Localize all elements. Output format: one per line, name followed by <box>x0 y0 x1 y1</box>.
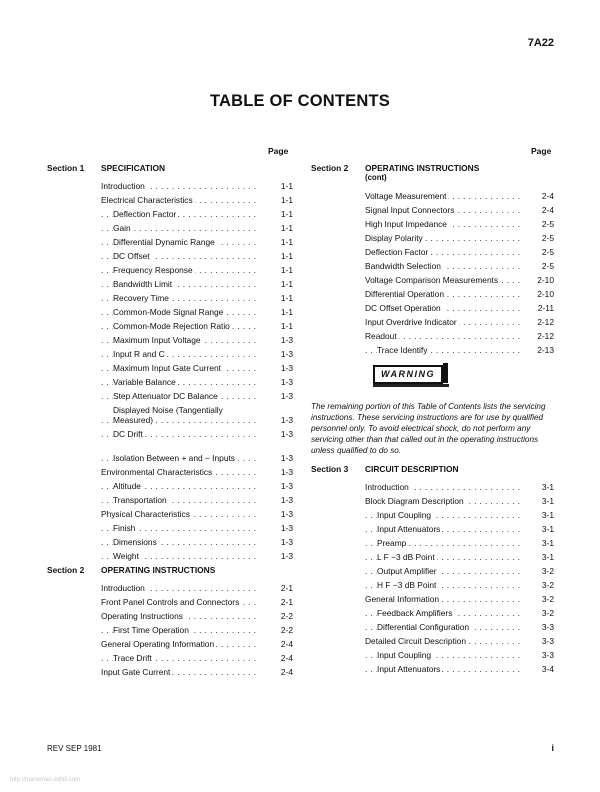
toc-entry-page: 2-1 <box>280 597 293 607</box>
toc-entry-title: Bandwidth Limit <box>113 279 173 289</box>
toc-entry-title: Input Coupling <box>377 650 432 660</box>
toc-entry-title: Common-Mode Rejection Ratio <box>113 321 230 331</box>
toc-entry <box>365 660 554 674</box>
toc-entry-page: 2-11 <box>537 303 554 313</box>
toc-entry-page: 1-1 <box>280 293 293 303</box>
toc-entry-title: Introduction <box>101 583 145 593</box>
toc-entry-page: 2-1 <box>280 583 293 593</box>
toc-entry <box>101 233 293 247</box>
toc-entry-page: 1-1 <box>280 307 293 317</box>
toc-entry-page: 3-2 <box>541 594 554 604</box>
toc-entry-page: 2-4 <box>280 667 293 677</box>
section-title: OPERATING INSTRUCTIONS <box>365 163 480 173</box>
toc-entry-title: Block Diagram Description <box>365 496 464 506</box>
page-title: TABLE OF CONTENTS <box>209 92 390 110</box>
toc-entry-page: 1-3 <box>280 349 293 359</box>
toc-entry <box>101 303 293 317</box>
toc-entry <box>365 632 554 646</box>
page-column-header-left: Page <box>268 146 289 156</box>
toc-entry <box>101 387 293 401</box>
toc-entry <box>365 492 554 506</box>
toc-entry <box>101 289 293 303</box>
toc-entry <box>101 261 293 275</box>
toc-entry <box>101 191 293 205</box>
toc-entry-title: Input Coupling <box>377 510 432 520</box>
section-label: Section 2 <box>47 565 85 575</box>
toc-entry-page: 1-3 <box>280 377 293 387</box>
toc-entry-title: Input Gate Current <box>101 667 171 677</box>
toc-entry-title: General Information <box>365 594 440 604</box>
toc-entry-page: 3-3 <box>541 636 554 646</box>
toc-entry-title: Displayed Noise (Tangentially Measured) <box>113 405 223 425</box>
toc-entry <box>365 257 554 271</box>
toc-entry <box>365 201 554 215</box>
toc-entry-page: 1-3 <box>280 429 293 439</box>
toc-entry <box>365 646 554 660</box>
section-title: SPECIFICATION <box>101 163 166 173</box>
toc-entry <box>101 607 293 621</box>
toc-entry-page: 2-4 <box>280 639 293 649</box>
toc-entry-page: 3-4 <box>541 664 554 674</box>
toc-entry <box>365 590 554 604</box>
toc-entry-page: 3-3 <box>541 622 554 632</box>
toc-entry-title: Differential Configuration <box>377 622 470 632</box>
toc-entry-title: Input Attenuators <box>377 664 441 674</box>
toc-entry-title: Altitude <box>113 481 141 491</box>
toc-entry-title: DC Offset <box>113 251 150 261</box>
toc-entry <box>365 534 554 548</box>
toc-entry <box>101 463 293 477</box>
toc-entry <box>101 439 293 463</box>
toc-entry-page: 2-4 <box>541 205 554 215</box>
toc-entry-page: 3-1 <box>541 538 554 548</box>
warning-text: The remaining portion of this Table of Contents lists the servicing instructions. These servicing instructions are for use by qualified personnel only. To avoid electrical shock, do not perform any servicing other than that called out in the operating instructions unless qualified to do so. <box>311 402 546 455</box>
toc-entry-page: 1-1 <box>280 251 293 261</box>
toc-entry-page: 1-3 <box>280 537 293 547</box>
toc-entry-page: 3-1 <box>541 524 554 534</box>
toc-entry-page: 2-10 <box>537 275 554 285</box>
toc-entry <box>365 243 554 257</box>
section-subtitle: (cont) <box>365 173 387 182</box>
toc-entry <box>101 317 293 331</box>
toc-entry-title: Step Attenuator DC Balance <box>113 391 218 401</box>
toc-entry-title: Voltage Measurement <box>365 191 447 201</box>
toc-entry-title: Differential Operation <box>365 289 444 299</box>
warning-box-shadow <box>443 363 448 383</box>
section-label: Section 1 <box>47 163 85 173</box>
toc-entry-page: 2-5 <box>541 219 554 229</box>
warning-label: WARNING <box>373 365 443 384</box>
toc-entry-page: 1-3 <box>280 453 293 463</box>
toc-entry-page: 2-12 <box>537 317 554 327</box>
toc-entry-title: L F −3 dB Point <box>377 552 435 562</box>
toc-entry-page: 1-3 <box>280 391 293 401</box>
toc-entry <box>101 663 293 677</box>
toc-entry <box>101 373 293 387</box>
toc-entry-page: 1-1 <box>280 237 293 247</box>
toc-entry-title: Gain <box>113 223 131 233</box>
toc-entry <box>365 548 554 562</box>
toc-entry-title: Environmental Characteristics <box>101 467 213 477</box>
toc-entry-title: Finish <box>113 523 136 533</box>
toc-entry <box>365 576 554 590</box>
toc-entry <box>101 219 293 233</box>
toc-section-2 <box>47 565 293 677</box>
toc-entry-page: 2-2 <box>280 625 293 635</box>
toc-entry-title: Introduction <box>365 482 409 492</box>
toc-entry-title: Weight <box>113 551 139 561</box>
toc-entry <box>101 425 293 439</box>
toc-entry-title: Voltage Comparison Measurements <box>365 275 499 285</box>
toc-entry <box>365 520 554 534</box>
toc-section-3 <box>311 464 554 674</box>
toc-entry-page: 2-4 <box>541 191 554 201</box>
toc-entry <box>365 187 554 201</box>
toc-entry-page: 3-1 <box>541 510 554 520</box>
toc-entry <box>101 275 293 289</box>
toc-entry <box>101 505 293 519</box>
toc-entry-page: 1-1 <box>280 279 293 289</box>
toc-entry-title: Frequency Response <box>113 265 193 275</box>
toc-entry-title: DC Offset Operation <box>365 303 441 313</box>
toc-entry-page: 1-3 <box>280 551 293 561</box>
toc-entry <box>101 345 293 359</box>
warning-callout <box>311 355 554 401</box>
toc-entry <box>101 649 293 663</box>
toc-entry <box>101 205 293 219</box>
toc-entry <box>101 547 293 561</box>
toc-entry-title: Transportation <box>113 495 167 505</box>
toc-entry <box>101 533 293 547</box>
toc-column-right <box>311 163 554 674</box>
toc-entry-page: 2-5 <box>541 233 554 243</box>
toc-entry <box>101 401 293 425</box>
toc-entry-title: Trace Drift <box>113 653 152 663</box>
toc-entry-page: 3-1 <box>541 496 554 506</box>
toc-entry-page: 1-3 <box>280 509 293 519</box>
toc-entry <box>101 247 293 261</box>
toc-entry-page: 1-1 <box>280 265 293 275</box>
toc-entry-page: 1-3 <box>280 523 293 533</box>
toc-entry-title: Display Polarity <box>365 233 423 243</box>
toc-entry <box>365 313 554 327</box>
toc-entry-title: Bandwidth Selection <box>365 261 441 271</box>
toc-entry-page: 1-1 <box>280 321 293 331</box>
toc-entry-title: Isolation Between + and − Inputs <box>113 453 235 463</box>
toc-entry-page: 1-3 <box>280 481 293 491</box>
toc-entry-title: Physical Characteristics <box>101 509 190 519</box>
toc-entry-title: Dimensions <box>113 537 157 547</box>
toc-entry-page: 1-3 <box>280 467 293 477</box>
toc-entry <box>365 299 554 313</box>
toc-entry-title: Operating Instructions <box>101 611 183 621</box>
toc-entry-page: 1-1 <box>280 195 293 205</box>
toc-entry-title: Introduction <box>101 181 145 191</box>
toc-entry <box>365 229 554 243</box>
toc-entry-page: 2-4 <box>280 653 293 663</box>
page-number: i <box>551 743 554 753</box>
toc-entry-title: Input Overdrive Indicator <box>365 317 457 327</box>
toc-entry-title: Detailed Circuit Description <box>365 636 467 646</box>
section-label: Section 2 <box>311 163 349 173</box>
toc-entry-title: Output Amplifier <box>377 566 437 576</box>
toc-entry-page: 3-1 <box>541 552 554 562</box>
toc-entry-title: Common-Mode Signal Range <box>113 307 224 317</box>
toc-entry-page: 1-3 <box>280 495 293 505</box>
toc-entry <box>101 177 293 191</box>
toc-entry <box>365 327 554 341</box>
toc-entry-title: Differential Dynamic Range <box>113 237 215 247</box>
toc-entry-title: Recovery Time <box>113 293 169 303</box>
page-column-header-right: Page <box>531 146 552 156</box>
toc-entry-page: 1-1 <box>280 223 293 233</box>
toc-entry-title: First Time Operation <box>113 625 189 635</box>
toc-entry-title: Signal Input Connectors <box>365 205 455 215</box>
toc-entry-title: Maximum Input Voltage <box>113 335 201 345</box>
toc-entry-title: Trace Identify <box>377 345 428 355</box>
toc-entry-title: Feedback Amplifiers <box>377 608 453 618</box>
toc-entry-page: 1-1 <box>280 181 293 191</box>
revision-date: REV SEP 1981 <box>47 744 102 753</box>
model-number: 7A22 <box>527 37 554 49</box>
section-label: Section 3 <box>311 464 349 474</box>
toc-entry-page: 2-5 <box>541 261 554 271</box>
toc-entry-page: 1-3 <box>280 335 293 345</box>
toc-entry-page: 1-3 <box>280 363 293 373</box>
toc-entry <box>101 491 293 505</box>
toc-entry <box>101 621 293 635</box>
toc-entry <box>365 604 554 618</box>
toc-entry-page: 1-3 <box>280 415 293 425</box>
toc-entry <box>365 285 554 299</box>
toc-entry <box>365 341 554 355</box>
toc-section-1 <box>47 163 293 561</box>
section-title: OPERATING INSTRUCTIONS <box>101 565 216 575</box>
toc-entry-title: Electrical Characteristics <box>101 195 193 205</box>
toc-entry <box>101 331 293 345</box>
toc-entry-title: Deflection Factor <box>113 209 177 219</box>
toc-entry-page: 1-1 <box>280 209 293 219</box>
toc-entry-title: Input Attenuators <box>377 524 441 534</box>
toc-section-2-cont <box>311 163 554 355</box>
toc-entry-page: 2-5 <box>541 247 554 257</box>
toc-entry <box>101 635 293 649</box>
toc-entry <box>101 579 293 593</box>
toc-entry-title: Deflection Factor <box>365 247 429 257</box>
toc-entry-page: 2-2 <box>280 611 293 621</box>
toc-entry <box>365 562 554 576</box>
toc-entry <box>365 478 554 492</box>
toc-entry-page: 2-12 <box>537 331 554 341</box>
toc-entry <box>101 593 293 607</box>
toc-entry-page: 3-3 <box>541 650 554 660</box>
toc-entry-title: Maximum Input Gate Current <box>113 363 221 373</box>
toc-entry-page: 2-10 <box>537 289 554 299</box>
toc-entry <box>101 519 293 533</box>
toc-entry <box>365 618 554 632</box>
toc-entry <box>365 215 554 229</box>
toc-entry <box>365 506 554 520</box>
toc-entry-title: Variable Balance <box>113 377 176 387</box>
toc-entry-title: Front Panel Controls and Connectors <box>101 597 240 607</box>
toc-entry <box>365 271 554 285</box>
toc-entry-title: Input R and C <box>113 349 165 359</box>
toc-entry <box>101 477 293 491</box>
toc-entry-title: Preamp <box>377 538 407 548</box>
toc-entry-title: General Operating Information <box>101 639 215 649</box>
section-title: CIRCUIT DESCRIPTION <box>365 464 459 474</box>
toc-entry-title: DC Drift <box>113 429 143 439</box>
toc-entry-title: Readout <box>365 331 397 341</box>
toc-entry <box>101 359 293 373</box>
toc-entry-page: 2-13 <box>537 345 554 355</box>
warning-underline <box>373 384 449 387</box>
toc-entry-page: 3-2 <box>541 566 554 576</box>
toc-entry-title: High Input Impedance <box>365 219 447 229</box>
toc-entry-page: 3-1 <box>541 482 554 492</box>
toc-entry-page: 3-2 <box>541 608 554 618</box>
toc-entry-title: H F −3 dB Point <box>377 580 437 590</box>
toc-column-left <box>47 163 293 677</box>
watermark-url: http://manoman.sqhill.com <box>10 777 81 783</box>
toc-entry-page: 3-2 <box>541 580 554 590</box>
